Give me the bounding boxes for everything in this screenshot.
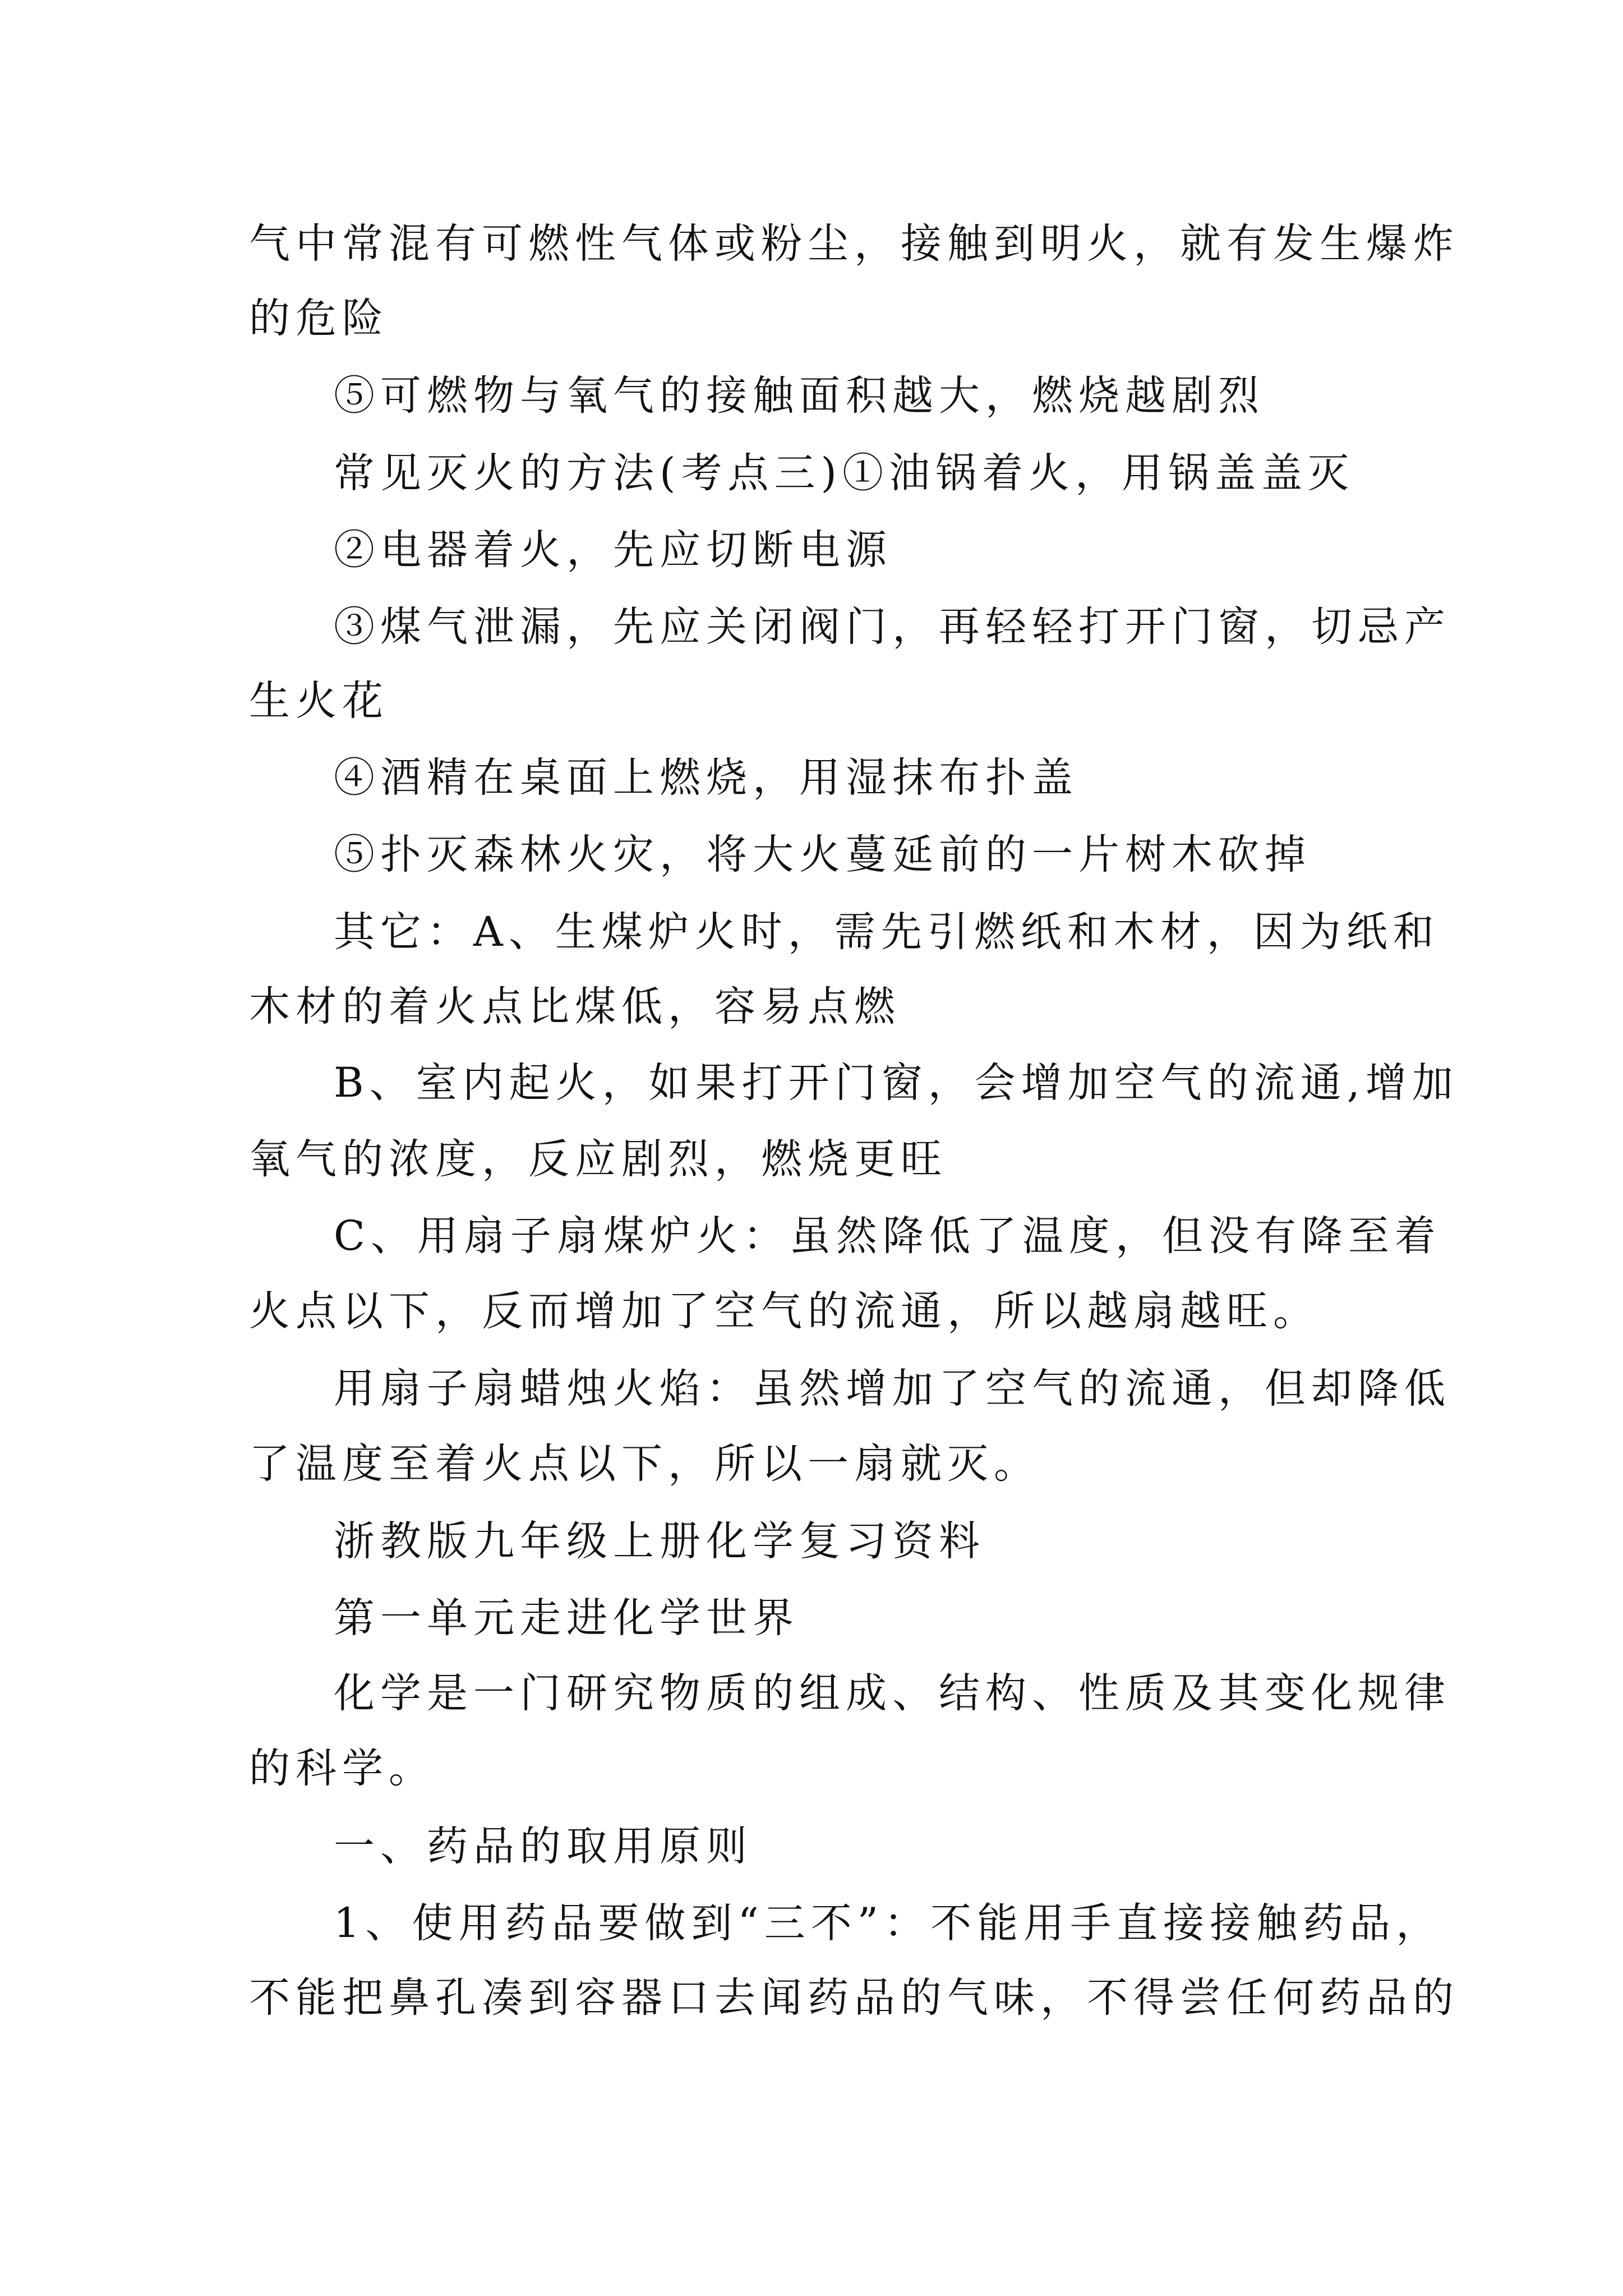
text-line: ⑤可燃物与氧气的接触面积越大，燃烧越剧烈 bbox=[334, 372, 1265, 420]
text-line: 常见灭火的方法(考点三)①油锅着火，用锅盖盖灭 bbox=[334, 449, 1354, 497]
text-line: 木材的着火点比煤低，容易点燃 bbox=[249, 983, 901, 1030]
text-line: B、室内起火，如果打开门窗，会增加空气的流通,增加 bbox=[334, 1059, 1459, 1107]
text-line: ③煤气泄漏，先应关闭阀门，再轻轻打开门窗，切忌产 bbox=[334, 603, 1451, 651]
text-line: ⑤扑灭森林火灾，将大火蔓延前的一片树木砍掉 bbox=[334, 831, 1311, 878]
subsection-heading: 一、药品的取用原则 bbox=[334, 1823, 753, 1870]
text-line: 化学是一门研究物质的组成、结构、性质及其变化规律 bbox=[334, 1669, 1451, 1717]
text-line: 火点以下，反而增加了空气的流通，所以越扇越旺。 bbox=[249, 1287, 1320, 1335]
section-heading: 浙教版九年级上册化学复习资料 bbox=[334, 1517, 985, 1565]
text-line: 的科学。 bbox=[249, 1745, 435, 1792]
text-line: 1、使用药品要做到“三不”：不能用手直接接触药品， bbox=[334, 1899, 1443, 1947]
text-line: 氧气的浓度，反应剧烈，燃烧更旺 bbox=[249, 1135, 947, 1183]
text-line: 的危险 bbox=[249, 295, 389, 342]
text-line: 其它：A、生煤炉火时，需先引燃纸和木材，因为纸和 bbox=[334, 908, 1440, 956]
text-line: 了温度至着火点以下，所以一扇就灭。 bbox=[249, 1440, 1040, 1488]
unit-heading: 第一单元走进化学世界 bbox=[334, 1594, 799, 1642]
text-line: 用扇子扇蜡烛火焰：虽然增加了空气的流通，但却降低 bbox=[334, 1365, 1451, 1412]
text-line: C、用扇子扇煤炉火：虽然降低了温度，但没有降至着 bbox=[334, 1212, 1441, 1260]
text-line: 气中常混有可燃性气体或粉尘，接触到明火，就有发生爆炸 bbox=[249, 220, 1459, 268]
text-line: 不能把鼻孔凑到容器口去闻药品的气味，不得尝任何药品的 bbox=[249, 1974, 1459, 2022]
text-line: 生火花 bbox=[249, 677, 389, 725]
text-line: ④酒精在桌面上燃烧，用湿抹布扑盖 bbox=[334, 754, 1078, 802]
text-line: ②电器着火，先应切断电源 bbox=[334, 526, 892, 574]
